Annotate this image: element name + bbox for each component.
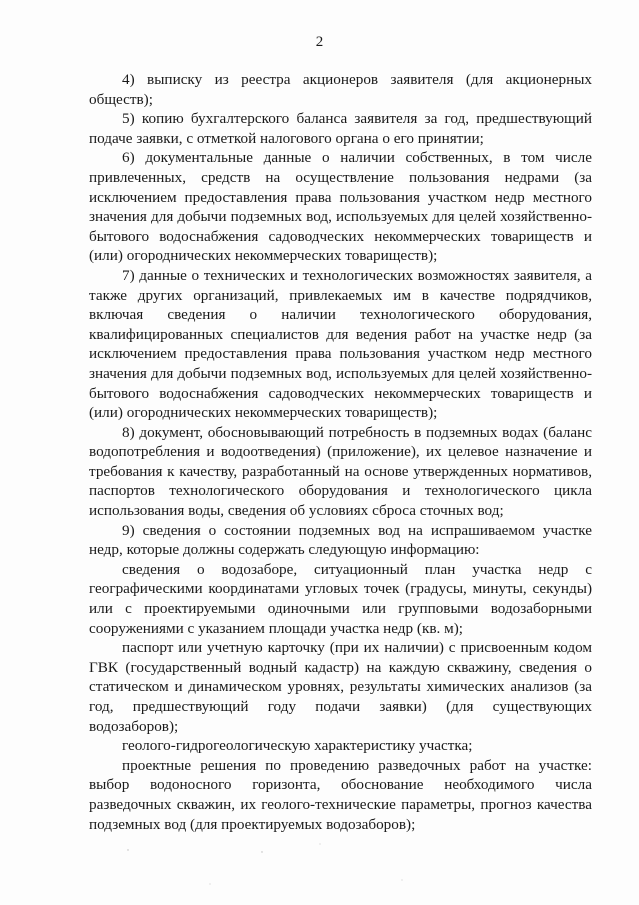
subparagraph-passport: паспорт или учетную карточку (при их наличии) с присвоенным кодом ГВК (государственный водный кадастр) на каждую скважину, сведения о статическом и динамическом уровнях, результаты химических анализов (за год, предшествующий году подачи заявки) (для существующих водозаборов); [89, 639, 592, 735]
page-number: 2 [315, 34, 324, 50]
subparagraph-design-decisions: проектные решения по проведению разведочных работ на участке: выбор водоносного горизонта, обоснование необходимого числа разведочных скважин, их геолого-технические параметры, прогноз качества подземных вод (для проектируемых водозаборов); [89, 756, 592, 833]
paragraph-item-4: 4) выписку из реестра акционеров заявителя (для акционерных обществ); [89, 71, 592, 108]
paragraph-item-7: 7) данные о технических и технологических возможностях заявителя, а также других организаций, привлекаемых им в качестве подрядчиков, включая сведения о наличии технологического оборудования, квалифицированных специалистов для ведения работ на участке недр (за исключением предоставления права пользования участком недр местного значения для добычи подземных вод, используемых для целей хозяйственно-бытового водоснабжения садоводческих некоммерческих товариществ и (или) огороднических некоммерческих товариществ); [89, 266, 592, 422]
subparagraph-water-intake: сведения о водозаборе, ситуационный план участка недр с географическими координатами угловых точек (градусы, минуты, секунды) или с проектируемыми одиночными или групповыми водозаборными сооружениями с указанием площади участка недр (кв. м); [89, 560, 592, 637]
paragraph-item-5: 5) копию бухгалтерского баланса заявителя за год, предшествующий подаче заявки, с отметкой налогового органа о его принятии; [89, 110, 592, 147]
subparagraph-geology: геолого-гидрогеологическую характеристику участка; [122, 737, 473, 755]
scan-noise [0, 840, 639, 900]
document-body [89, 70, 592, 834]
paragraph-item-6: 6) документальные данные о наличии собственных, в том числе привлеченных, средств на осуществление пользования недрами (за исключением предоставления права пользования участком недр местного значения для добычи подземных вод, используемых для целей хозяйственно-бытового водоснабжения садоводческих некоммерческих товариществ и (или) огороднических некоммерческих товариществ); [89, 149, 592, 265]
paragraph-item-8: 8) документ, обосновывающий потребность в подземных водах (баланс водопотребления и водоотведения) (приложение), их целевое назначение и требования к качеству, разработанный на основе утвержденных нормативов, паспортов технологического оборудования и технологического цикла использования воды, сведения об условиях сброса сточных вод; [89, 423, 592, 520]
paragraph-item-9: 9) сведения о состоянии подземных вод на испрашиваемом участке недр, которые должны содержать следующую информацию: [89, 521, 592, 559]
